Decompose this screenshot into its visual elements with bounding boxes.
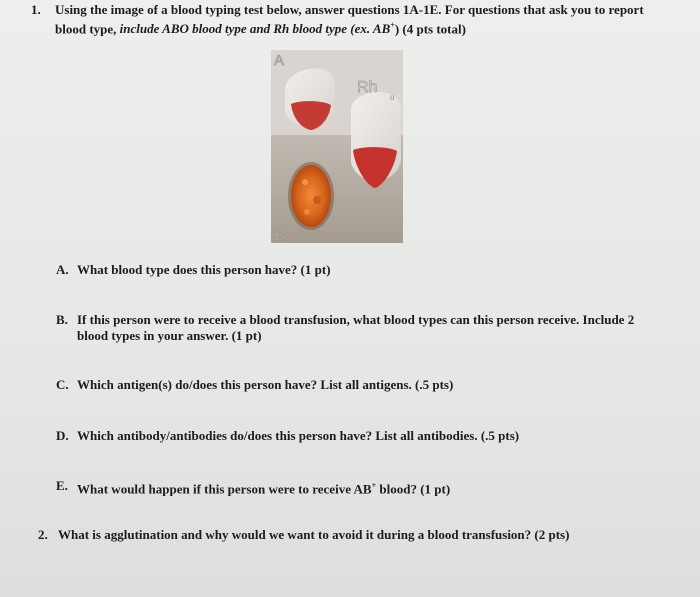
clump-1 bbox=[302, 179, 308, 185]
subquestion-e-text-start: What would happen if this person were to receive AB bbox=[77, 481, 372, 497]
label-rh-sub: o bbox=[390, 93, 395, 102]
subquestion-b-text bbox=[77, 312, 657, 344]
subquestion-b-line-2: blood types in your answer. (1 pt) bbox=[77, 328, 262, 343]
question-1-italic-text: include ABO blood type and Rh blood type (ex. AB bbox=[119, 21, 391, 37]
subquestion-a-letter: A. bbox=[56, 262, 69, 277]
subquestion-a-text: What blood type does this person have? (1 pt) bbox=[77, 262, 331, 277]
question-2-text: What is agglutination and why would we want to avoid it during a blood transfusion? (2 pts) bbox=[58, 527, 570, 542]
clump-2 bbox=[313, 196, 321, 204]
question-1-number: 1. bbox=[31, 2, 41, 17]
label-rh: Rh bbox=[357, 79, 378, 96]
subquestion-e-text-end: blood? (1 pt) bbox=[376, 481, 451, 497]
subquestion-d-letter: D. bbox=[56, 428, 69, 443]
question-1-italic bbox=[120, 21, 395, 36]
question-1-line-2-start: blood type, bbox=[55, 21, 120, 37]
clump-3 bbox=[304, 209, 310, 215]
question-2-number: 2. bbox=[38, 527, 48, 542]
question-1-line-2-end: ) (4 pts total) bbox=[394, 21, 466, 37]
question-1-line-1: Using the image of a blood typing test below, answer questions 1A-1E. For questions that ask you to report bbox=[55, 2, 644, 17]
subquestion-b-line-1: If this person were to receive a blood transfusion, what blood types can this person receive. Include 2 bbox=[77, 312, 635, 327]
subquestion-c-text: Which antigen(s) do/does this person have? List all antigens. (.5 pts) bbox=[77, 377, 454, 392]
subquestion-c-letter: C. bbox=[56, 377, 69, 392]
subquestion-e-letter: E. bbox=[56, 478, 68, 493]
blood-typing-illustration bbox=[271, 50, 403, 243]
question-1-text bbox=[55, 2, 655, 37]
blood-drop-rh bbox=[353, 147, 397, 188]
subquestion-e-sup: + bbox=[371, 481, 377, 490]
question-1-sup: + bbox=[390, 21, 395, 30]
subquestion-d-text: Which antibody/antibodies do/does this person have? List all antibodies. (.5 pts) bbox=[77, 428, 520, 443]
label-b: B bbox=[275, 227, 286, 243]
question-1-line-2 bbox=[55, 18, 655, 37]
blood-drop-b bbox=[291, 165, 331, 227]
subquestion-e-text bbox=[77, 478, 450, 497]
label-a: A bbox=[274, 52, 285, 69]
blood-typing-photo bbox=[271, 50, 403, 243]
subquestion-b-letter: B. bbox=[56, 312, 68, 327]
